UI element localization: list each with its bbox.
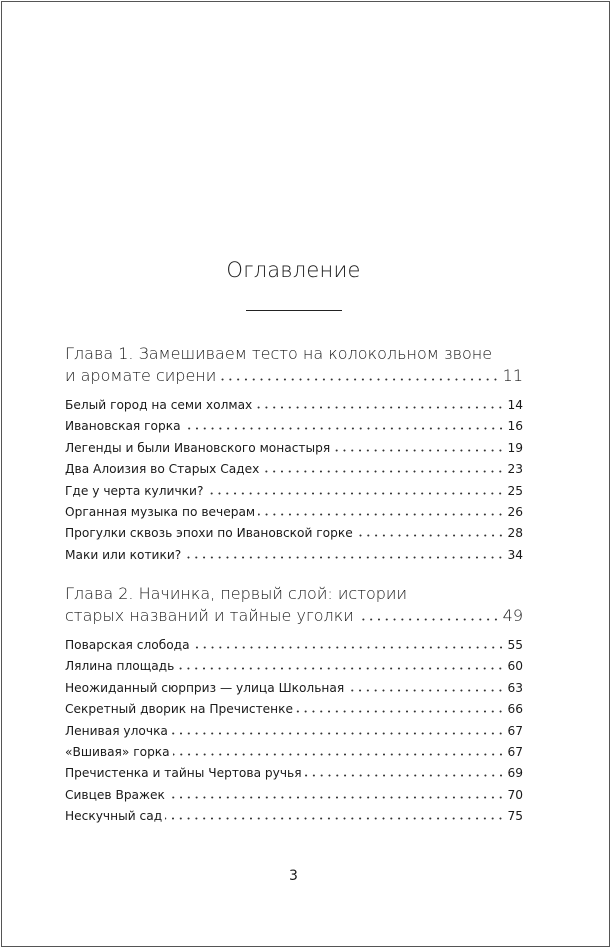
toc-entry[interactable] (65, 806, 523, 827)
toc-entry[interactable] (65, 438, 523, 459)
chapter-heading-line: и аромате сирени (65, 365, 217, 385)
toc-entry[interactable] (65, 481, 523, 502)
toc-entry[interactable] (65, 742, 523, 763)
dot-leader (193, 646, 505, 649)
entry-label: Легенды и были Ивановского монастыря (65, 440, 331, 455)
entry-label: «Вшивая» горка (65, 744, 170, 759)
page-title: Оглавление (226, 258, 361, 282)
dot-leader (219, 378, 499, 381)
entry-page: 70 (507, 787, 523, 802)
entry-page: 19 (507, 440, 523, 455)
toc-entry[interactable] (65, 545, 523, 566)
entry-page: 25 (507, 483, 523, 498)
toc-entry[interactable] (65, 635, 523, 656)
chapter-page: 11 (502, 365, 523, 385)
entry-label: Ленивая улочка (65, 723, 168, 738)
dot-leader (168, 796, 505, 799)
toc-entry[interactable] (65, 656, 523, 677)
toc-entry[interactable] (65, 416, 523, 437)
dot-leader (262, 470, 504, 473)
toc-entry[interactable] (65, 721, 523, 742)
dot-leader (184, 556, 504, 559)
chapter-heading-line: Глава 2. Начинка, первый слой: истории (65, 584, 407, 603)
entry-label: Поварская слобода (65, 638, 190, 652)
chapter-heading-line: Глава 1. Замешиваем тесто на колокольном звоне (65, 344, 493, 363)
chapter-page: 49 (502, 605, 523, 625)
dot-leader (206, 492, 504, 495)
entry-label: Где у черта кулички? (65, 483, 204, 498)
entry-label: Два Алоизия во Старых Садех (65, 462, 260, 477)
entry-page: 67 (507, 744, 523, 759)
chapter-heading-line: старых названий и тайные уголки (65, 605, 354, 625)
toc-entry[interactable] (65, 678, 523, 699)
chapter-2-heading[interactable] (65, 583, 523, 626)
dot-leader (357, 618, 500, 621)
entry-label: Сивцев Вражек (65, 787, 165, 802)
entry-page: 75 (507, 809, 523, 824)
toc-entry[interactable] (65, 502, 523, 523)
toc-entry[interactable] (65, 785, 523, 806)
dot-leader (305, 774, 505, 777)
entry-label: Белый город на семи холмах (65, 398, 253, 412)
dot-leader (296, 710, 504, 713)
dot-leader (171, 732, 505, 735)
entry-page: 60 (507, 659, 523, 674)
dot-leader (356, 534, 505, 537)
page-number: 3 (289, 868, 298, 884)
entry-page: 66 (507, 702, 523, 717)
entry-label: Нескучный сад (65, 809, 163, 824)
dot-leader (184, 427, 505, 430)
entry-page: 14 (507, 398, 523, 412)
entry-page: 63 (507, 680, 523, 695)
toc-entry[interactable] (65, 395, 523, 416)
chapter-1-heading[interactable] (65, 343, 523, 386)
title-divider (246, 310, 342, 311)
dot-leader (258, 513, 504, 516)
entry-label: Лялина площадь (65, 659, 175, 674)
dot-leader (173, 753, 505, 756)
entry-label: Органная музыка по вечерам (65, 504, 256, 519)
dot-leader (255, 406, 504, 409)
entry-label: Прогулки сквозь эпохи по Ивановской горке (65, 526, 353, 541)
toc-entry[interactable] (65, 523, 523, 544)
entry-page: 16 (507, 419, 523, 434)
dot-leader (333, 449, 504, 452)
chapter-1-items (65, 395, 523, 566)
dot-leader (347, 689, 504, 692)
entry-label: Секретный дворик на Пречистенке (65, 702, 294, 717)
entry-page: 67 (507, 723, 523, 738)
dot-leader (177, 667, 504, 670)
entry-page: 26 (507, 504, 523, 519)
entry-page: 55 (507, 638, 523, 652)
chapter-2-items (65, 635, 523, 828)
entry-label: Маки или котики? (65, 547, 182, 562)
entry-page: 69 (507, 766, 523, 781)
entry-page: 23 (507, 462, 523, 477)
entry-page: 28 (507, 526, 523, 541)
entry-label: Неожиданный сюрприз — улица Школьная (65, 680, 345, 695)
entry-page: 34 (507, 547, 523, 562)
dot-leader (165, 817, 504, 820)
toc-entry[interactable] (65, 459, 523, 480)
entry-label: Пречистенка и тайны Чертова ручья (65, 766, 302, 781)
toc-entry[interactable] (65, 699, 523, 720)
entry-label: Ивановская горка (65, 419, 181, 434)
toc-entry[interactable] (65, 763, 523, 784)
